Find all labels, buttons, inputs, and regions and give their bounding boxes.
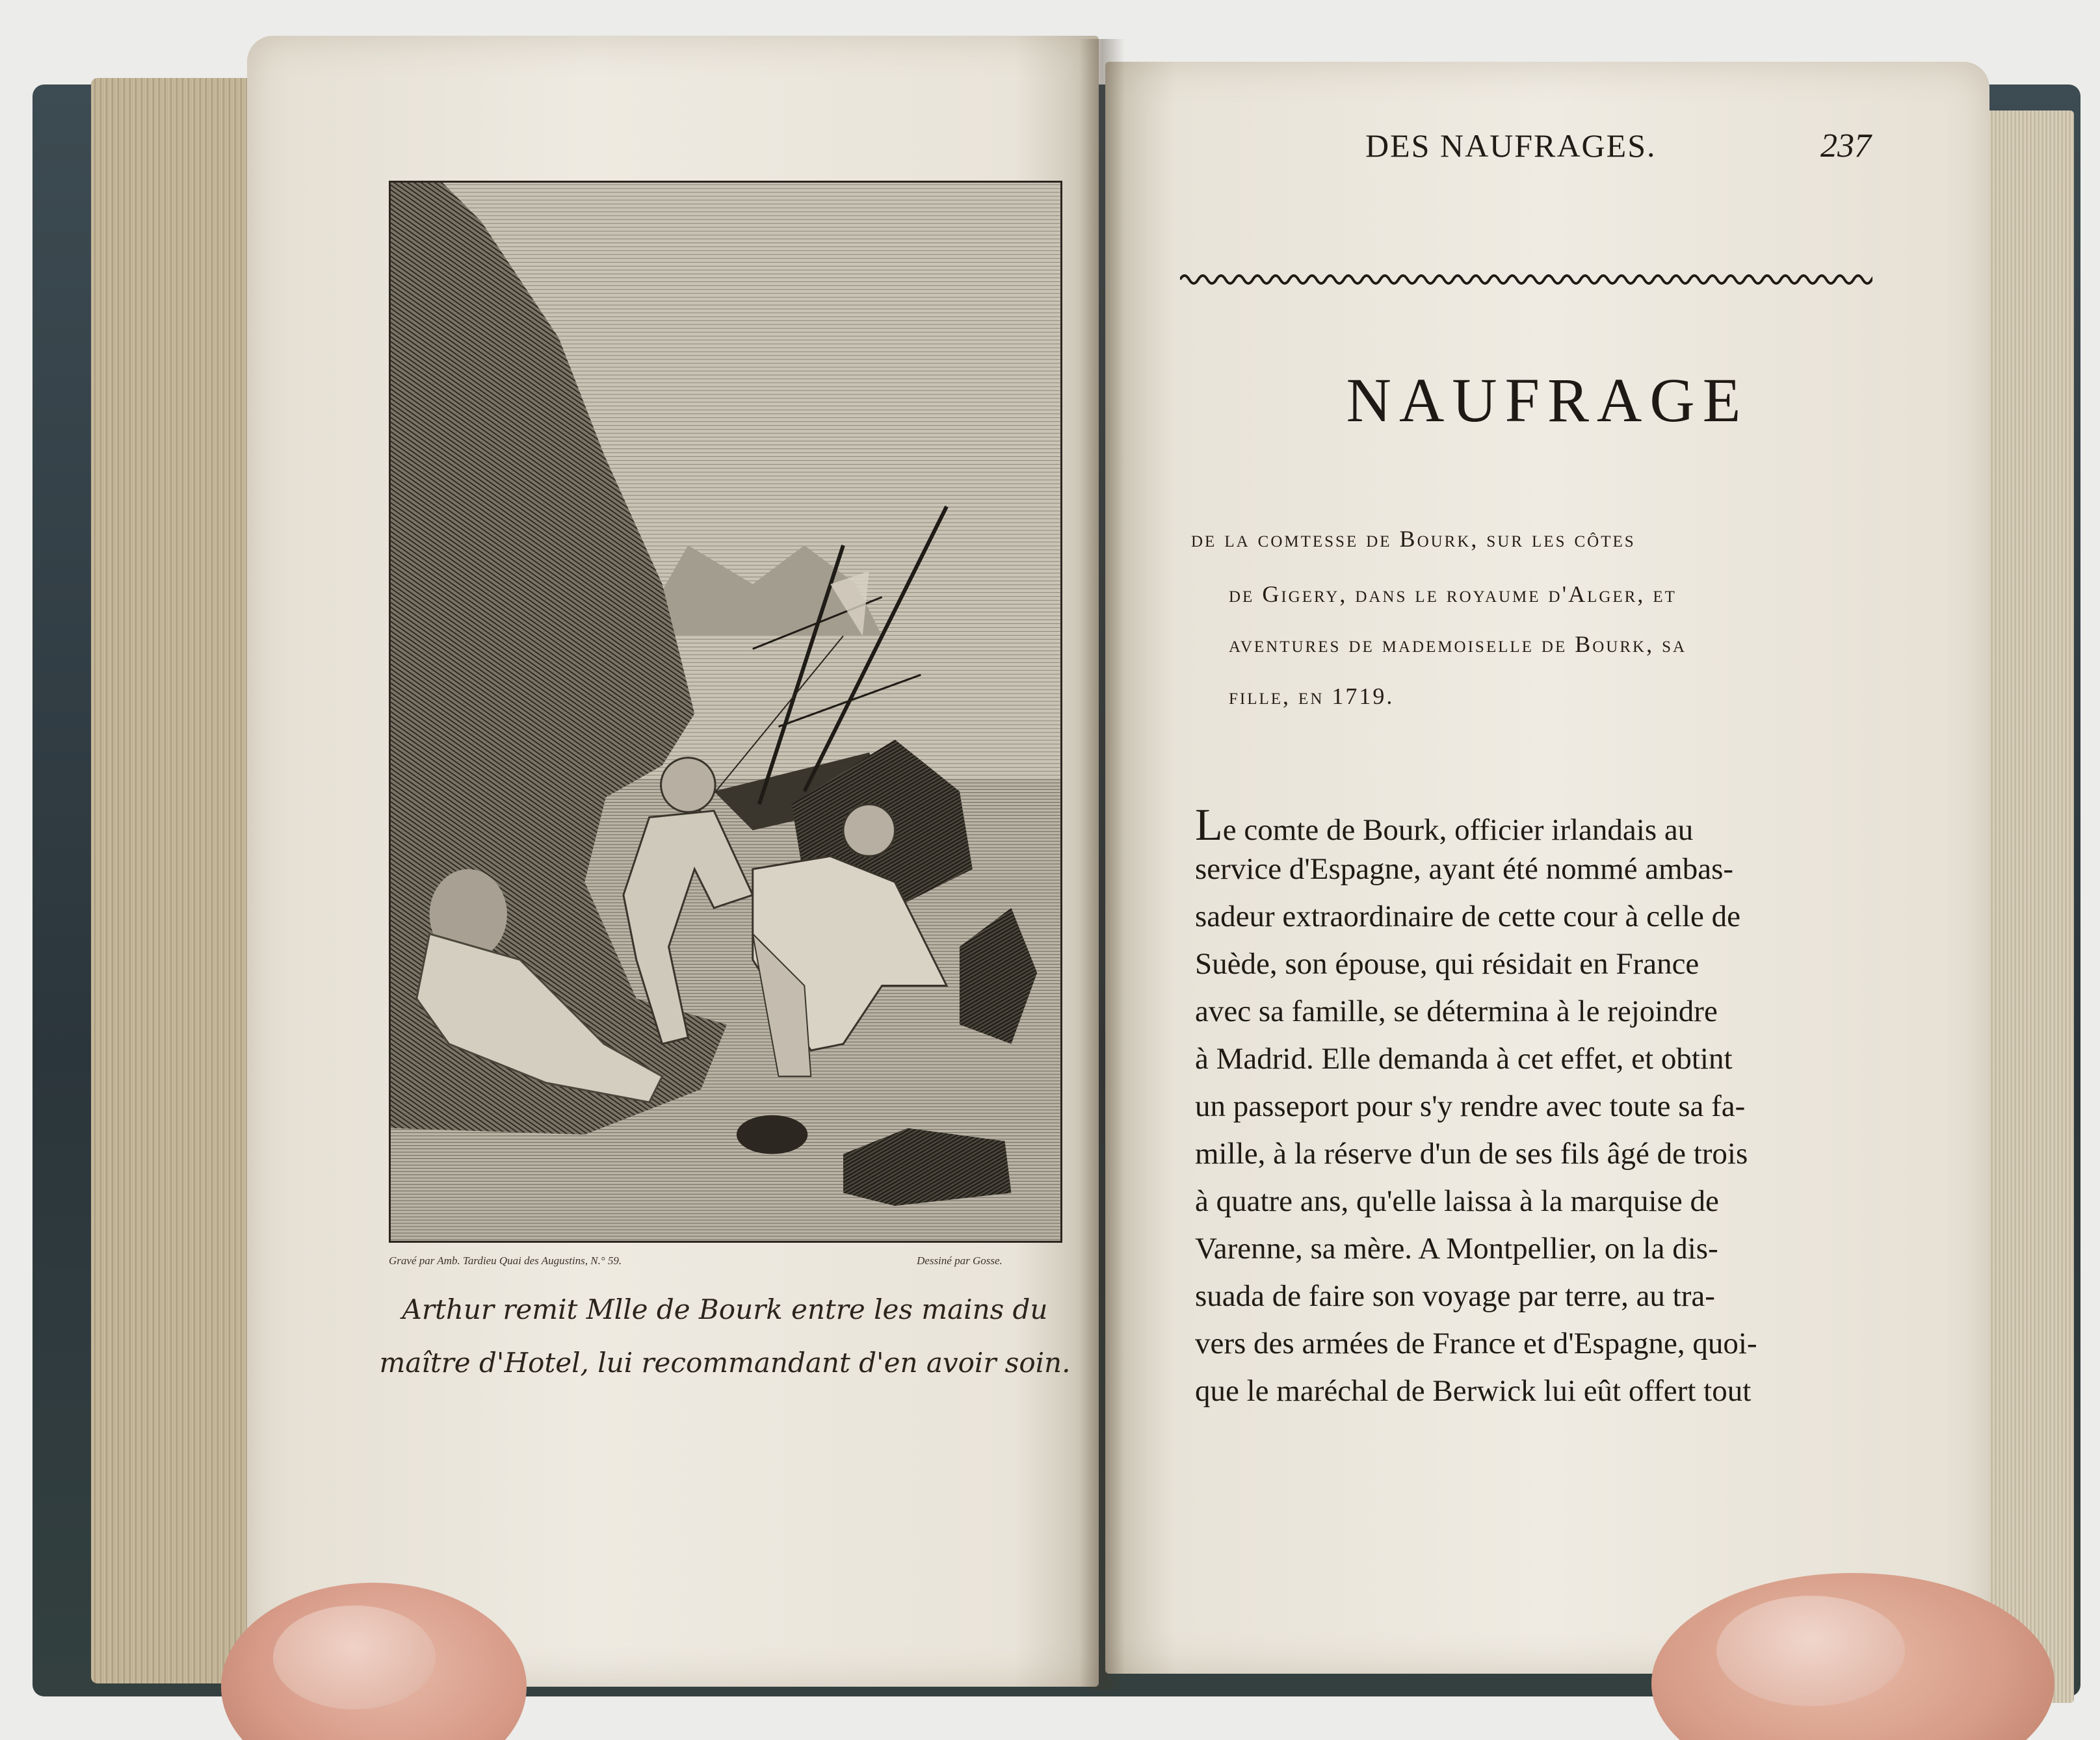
engraver-credit: Gravé par Amb. Tardieu Quai des Augustins, N.° 59. bbox=[389, 1254, 622, 1267]
subtitle-line-2: de Gigery, dans le royaume d'Alger, et bbox=[1229, 581, 1677, 607]
body-line-9: à quatre ans, qu'elle laissa à la marquise de bbox=[1195, 1184, 1719, 1218]
body-line-13: que le maréchal de Berwick lui eût offert tout bbox=[1195, 1374, 1752, 1408]
sea-rock-small bbox=[737, 1115, 807, 1154]
page-edges-left bbox=[91, 78, 260, 1683]
body-line-1 bbox=[1195, 799, 1693, 851]
right-thumbnail bbox=[1716, 1596, 1905, 1706]
body-line-3: sadeur extraordinaire de cette cour à celle de bbox=[1195, 900, 1740, 933]
subtitle-line-1: de la comtesse de Bourk, sur les côtes bbox=[1191, 526, 1636, 552]
chapter-title: NAUFRAGE bbox=[1346, 365, 1749, 435]
body-line-7: un passeport pour s'y rendre avec toute sa fa- bbox=[1195, 1089, 1746, 1123]
page-edges-right bbox=[1976, 110, 2074, 1703]
plate-caption-line-2: maître d'Hotel, lui recommandant d'en avoir soin. bbox=[379, 1347, 1071, 1379]
subtitle-line-3: aventures de mademoiselle de Bourk, sa bbox=[1229, 631, 1687, 657]
running-head: DES NAUFRAGES. bbox=[1365, 127, 1657, 164]
body-line-2: service d'Espagne, ayant été nommé ambas- bbox=[1195, 852, 1734, 886]
body-line-4: Suède, son épouse, qui résidait en France bbox=[1195, 947, 1700, 981]
subtitle-line-4: fille, en 1719. bbox=[1229, 683, 1395, 709]
body-line-1-text: e comte de Bourk, officier irlandais au bbox=[1222, 813, 1694, 847]
wavy-rule bbox=[1180, 270, 1872, 289]
designer-credit: Dessiné par Gosse. bbox=[917, 1254, 1003, 1267]
shipwreck-engraving bbox=[389, 181, 1062, 1243]
left-thumbnail bbox=[273, 1605, 436, 1709]
body-line-11: suada de faire son voyage par terre, au tra- bbox=[1195, 1279, 1715, 1313]
body-line-5: avec sa famille, se détermina à le rejoindre bbox=[1195, 994, 1718, 1028]
plate-caption-line-1: Arthur remit Mlle de Bourk entre les mains du bbox=[402, 1293, 1048, 1325]
body-line-10: Varenne, sa mère. A Montpellier, on la dis- bbox=[1195, 1232, 1718, 1266]
page-number: 237 bbox=[1820, 127, 1871, 164]
engraving-illustration bbox=[391, 183, 1060, 1241]
body-line-8: mille, à la réserve d'un de ses fils âgé de trois bbox=[1195, 1137, 1748, 1171]
body-line-6: à Madrid. Elle demanda à cet effet, et obtint bbox=[1195, 1042, 1733, 1076]
body-line-12: vers des armées de France et d'Espagne, quoi- bbox=[1195, 1327, 1757, 1360]
book-gutter bbox=[1079, 39, 1125, 1690]
drop-cap: L bbox=[1195, 800, 1223, 850]
